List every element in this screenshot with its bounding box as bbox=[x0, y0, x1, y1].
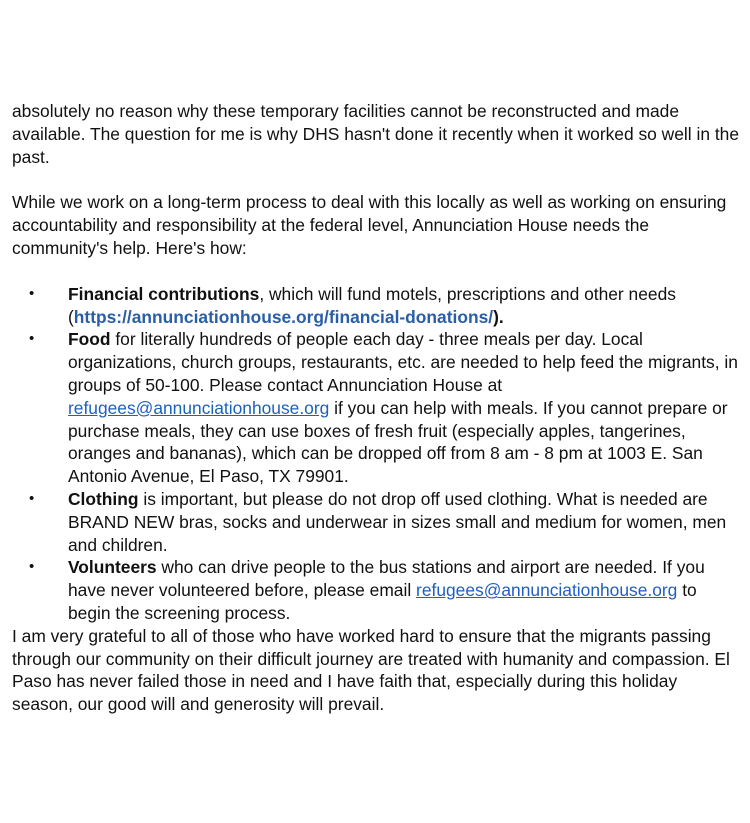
help-list bbox=[12, 283, 742, 625]
list-item-clothing bbox=[12, 488, 742, 556]
clothing-title: Clothing bbox=[68, 488, 139, 509]
paragraph-spacer bbox=[12, 260, 742, 283]
volunteers-text-2: to begin the screening process. bbox=[68, 580, 697, 623]
paragraph-spacer bbox=[12, 168, 742, 191]
paragraph-closing: I am very grateful to all of those who have worked hard to ensure that the migrants passing through our community on their difficult journey are treated with humanity and compassion. El Paso has never failed those in need and I have faith that, especially during this holiday season, our good will and generosity will prevail. bbox=[12, 625, 730, 715]
bullet-icon: • bbox=[29, 489, 35, 507]
volunteers-title: Volunteers bbox=[68, 557, 157, 578]
financial-after: ). bbox=[493, 306, 504, 327]
paragraph-facilities: absolutely no reason why these temporary facilities cannot be reconstructed and made available. The question for me is why DHS hasn't done it recently when it worked so well in the past. bbox=[12, 101, 740, 167]
financial-title: Financial contributions bbox=[68, 283, 260, 304]
food-email-link[interactable]: refugees@annunciationhouse.org bbox=[68, 397, 330, 418]
food-title: Food bbox=[68, 329, 111, 350]
clothing-text: is important, but please do not drop off used clothing. What is needed are BRAND NEW bras, socks and underwear in sizes small and medium for women, men and children. bbox=[68, 488, 727, 555]
volunteers-text-1: who can drive people to the bus stations and airport are needed. If you have never volunteered before, please email bbox=[68, 557, 705, 601]
list-item-food bbox=[12, 328, 742, 488]
volunteers-email-link[interactable]: refugees@annunciationhouse.org bbox=[416, 580, 678, 601]
letter-document bbox=[12, 100, 742, 716]
food-text-1: for literally hundreds of people each day - three meals per day. Local organizations, church groups, restaurants, etc. are needed to help feed the migrants, in groups of 50-100. Please contact Annunciation House at bbox=[68, 329, 738, 395]
bullet-icon: • bbox=[29, 284, 35, 302]
bullet-icon: • bbox=[29, 330, 35, 348]
list-item-financial bbox=[12, 283, 742, 329]
donation-url[interactable]: https://annunciationhouse.org/financial-donations/ bbox=[73, 306, 494, 327]
list-item-volunteers bbox=[12, 556, 742, 624]
bullet-icon: • bbox=[29, 558, 35, 576]
paragraph-community-help: While we work on a long-term process to deal with this locally as well as working on ensuring accountability and responsibility at the federal level, Annunciation House needs the community's help. Here's how: bbox=[12, 192, 727, 258]
food-text-2: if you can help with meals. If you cannot prepare or purchase meals, they can use boxes of fresh fruit (especially apples, tangerines, oranges and bananas), which can be dropped off from 8 am - 8 pm at 1003 E. San Antonio Avenue, El Paso, TX 79901. bbox=[68, 397, 728, 487]
financial-text: , which will fund motels, prescriptions and other needs ( bbox=[68, 283, 676, 327]
